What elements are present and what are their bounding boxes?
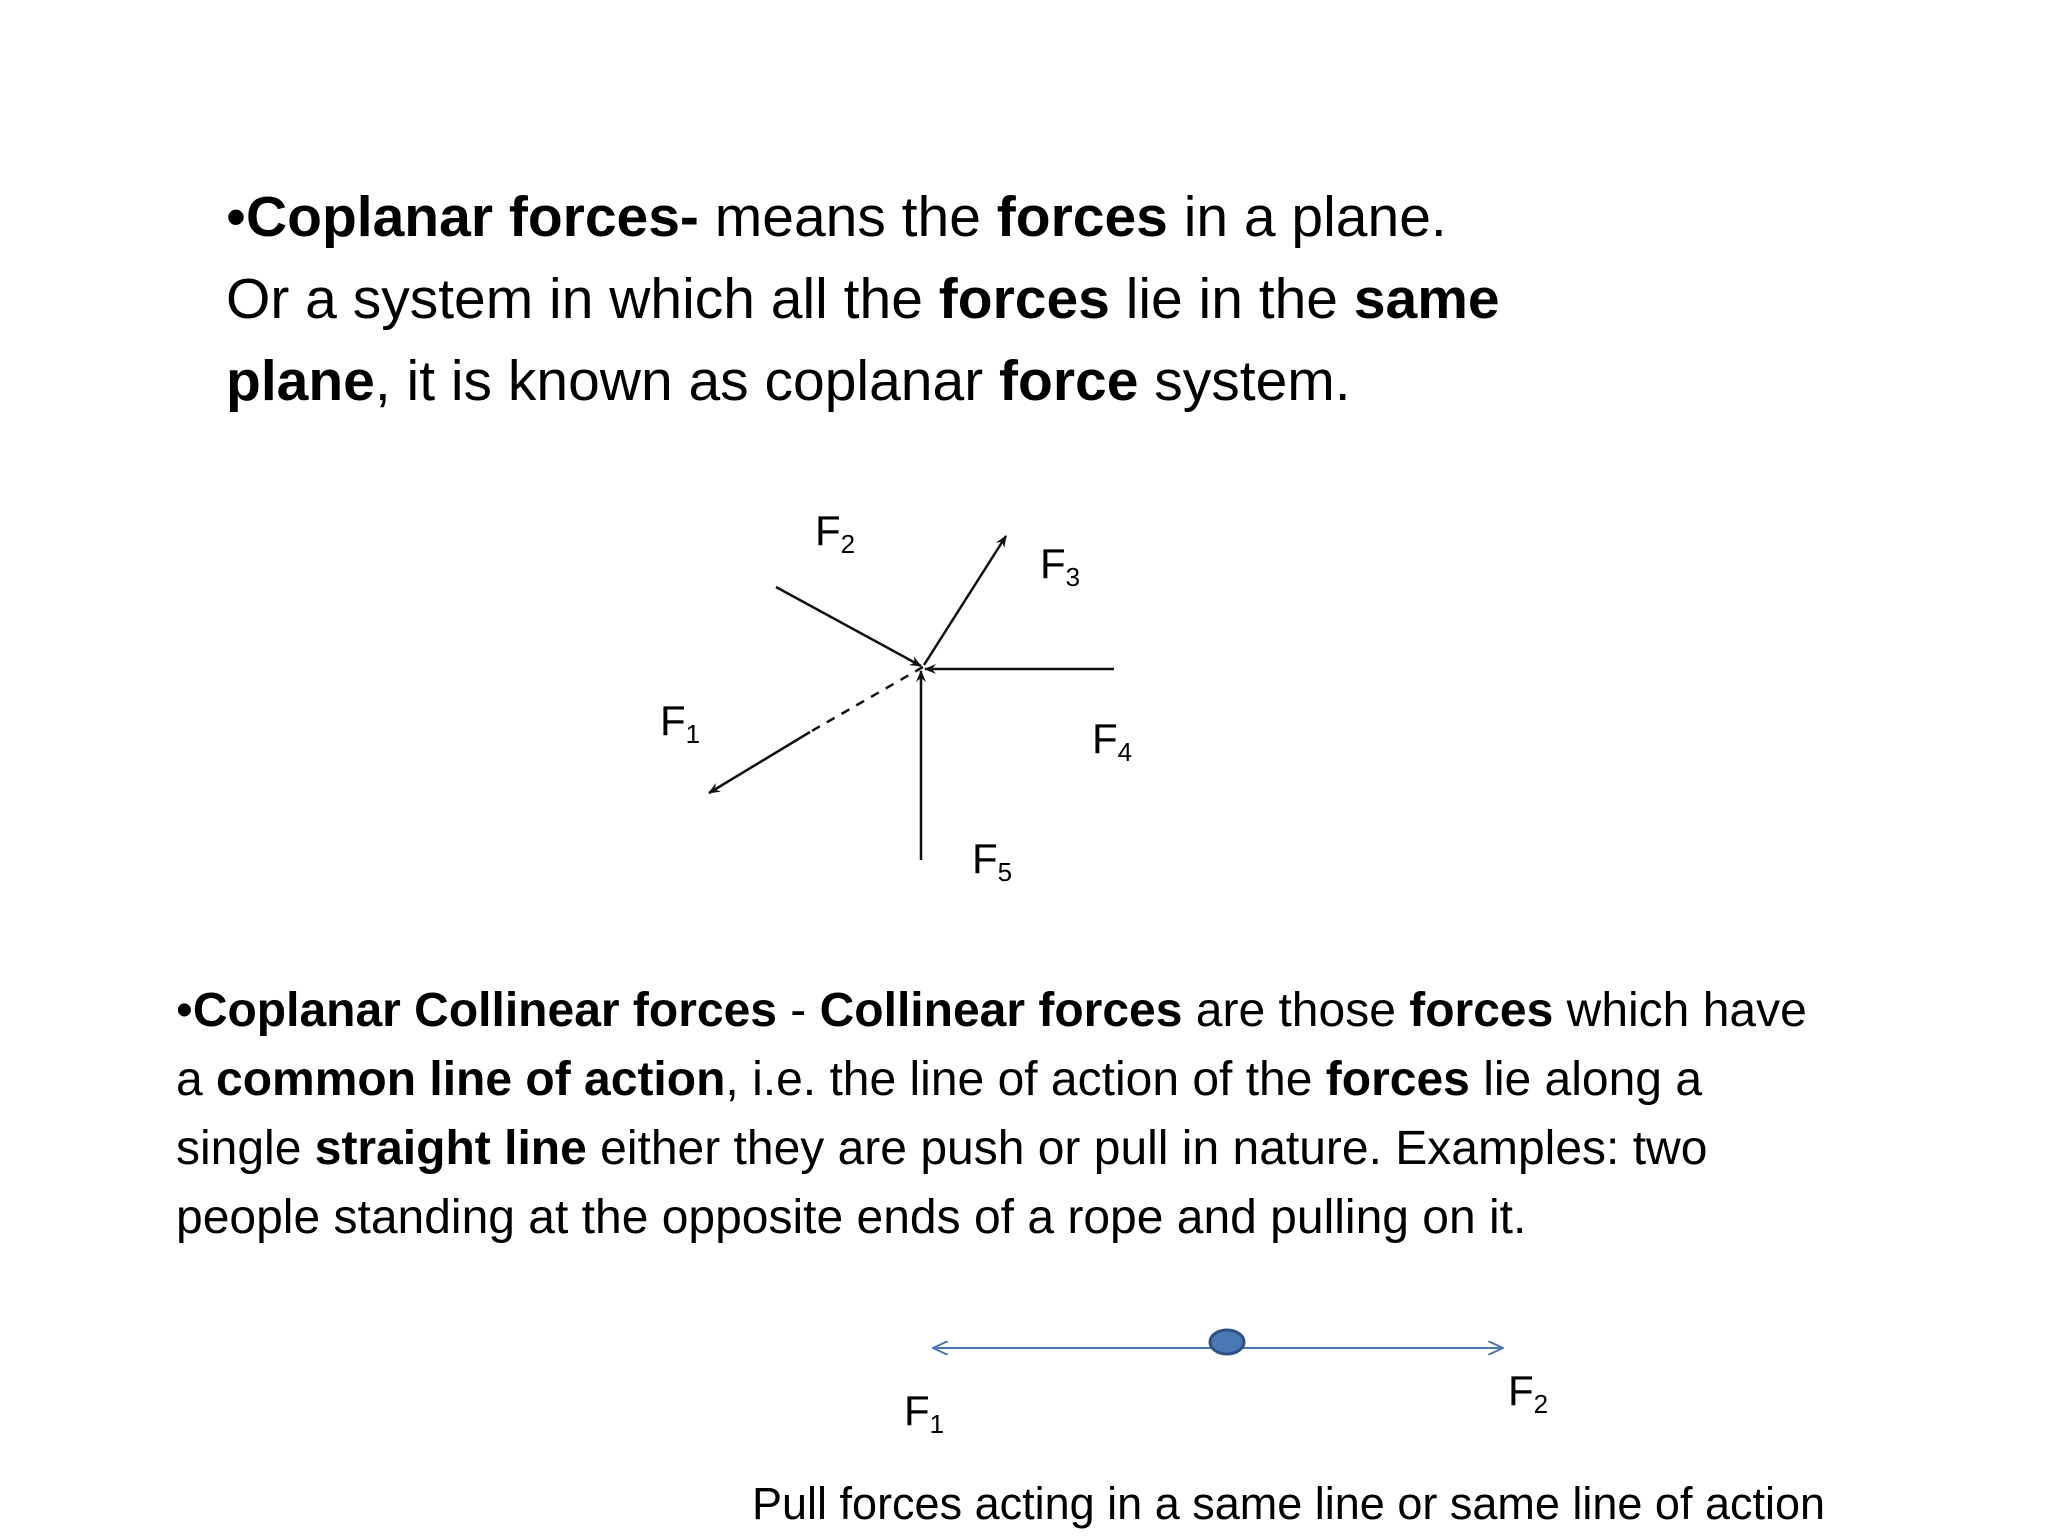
collinear-body-dot xyxy=(1210,1330,1244,1354)
bold-run-3: same xyxy=(1353,267,1500,331)
bold-run-3: forces xyxy=(1325,1053,1470,1106)
bold-run-1: forces xyxy=(938,267,1110,331)
bold-run-5: forces xyxy=(1409,984,1554,1037)
text-run-0: people standing at the opposite ends of a rope and pulling on it. xyxy=(176,1191,1527,1244)
label-f3: $F_3$ xyxy=(1040,540,1081,592)
label-f2: $F_2$ xyxy=(815,507,856,559)
bold-run-1: Coplanar forces- xyxy=(245,185,699,249)
text-run-6: which have xyxy=(1553,984,1807,1037)
bold-run-2: force xyxy=(999,349,1139,413)
label-f1: $F_1$ xyxy=(660,697,701,749)
bold-run-1: common line of action xyxy=(216,1053,726,1106)
force-f1-arrow xyxy=(709,732,810,793)
bold-run-0: plane xyxy=(226,349,375,413)
collinear-label-f1: $F_1$ xyxy=(904,1387,945,1439)
text-run-0: a xyxy=(176,1053,217,1106)
bold-run-1: Coplanar Collinear forces xyxy=(192,984,777,1037)
text-run-4: lie along a xyxy=(1469,1053,1703,1106)
text-run-2: - xyxy=(776,984,820,1037)
force-f3-arrow xyxy=(924,536,1006,665)
collinear-label-f2: $F_2$ xyxy=(1508,1367,1549,1419)
text-run-2: lie in the xyxy=(1109,267,1354,331)
text-run-3: system. xyxy=(1138,349,1351,413)
text-run-1: , it is known as coplanar xyxy=(374,349,1000,413)
text-run-2: , i.e. the line of action of the xyxy=(725,1053,1326,1106)
force-f2-arrow xyxy=(776,587,921,666)
para2-line2 xyxy=(176,1045,1936,1114)
text-run-4: are those xyxy=(1182,984,1410,1037)
text-run-0: • xyxy=(226,185,246,249)
para2-line1 xyxy=(176,976,1936,1045)
text-run-0: single xyxy=(176,1122,315,1175)
label-f5: $F_5$ xyxy=(972,835,1013,887)
text-run-4: in a plane. xyxy=(1167,185,1447,249)
text-run-2: either they are push or pull in nature. Examples: two xyxy=(586,1122,1708,1175)
bold-run-3: Collinear forces xyxy=(819,984,1183,1037)
bold-run-1: straight line xyxy=(314,1122,587,1175)
para2-line4 xyxy=(176,1183,1936,1252)
collinear-forces-definition xyxy=(176,976,1936,1252)
bold-run-3: forces xyxy=(996,185,1168,249)
text-run-0: Or a system in which all the xyxy=(226,267,939,331)
collinear-caption: Pull forces acting in a same line or same line of action xyxy=(752,1478,1826,1529)
text-run-2: means the xyxy=(698,185,997,249)
para2-line3 xyxy=(176,1114,1936,1183)
text-run-0: • xyxy=(176,984,193,1037)
label-f4: $F_4$ xyxy=(1092,715,1133,767)
force-f1-dashed xyxy=(810,667,923,732)
